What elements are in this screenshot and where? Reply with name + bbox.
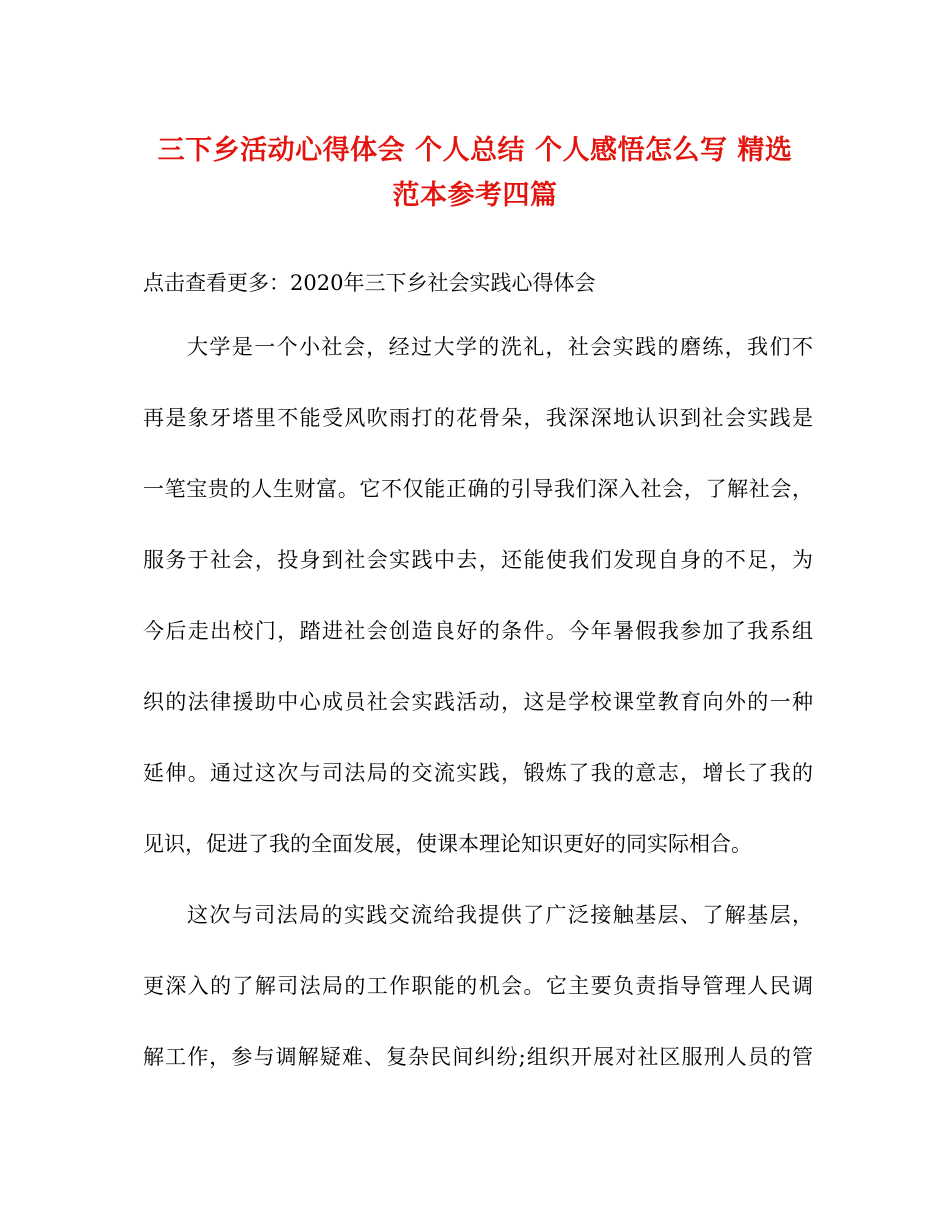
paragraph-1-line-2: 再是象牙塔里不能受风吹雨打的花骨朵，我深深地认识到社会实践是 bbox=[143, 406, 813, 430]
paragraph-2-line-3: 解工作，参与调解疑难、复杂民间纠纷;组织开展对社区服刑人员的管 bbox=[143, 1045, 813, 1069]
paragraph-1-line-7: 延伸。通过这次与司法局的交流实践，锻炼了我的意志，增长了我的 bbox=[143, 761, 813, 785]
title-line-1: 三下乡活动心得体会 个人总结 个人感悟怎么写 精选 bbox=[157, 135, 793, 166]
paragraph-2-line-2: 更深入的了解司法局的工作职能的机会。它主要负责指导管理人民调 bbox=[143, 974, 813, 998]
document-title bbox=[120, 128, 830, 218]
paragraph-1-line-4: 服务于社会，投身到社会实践中去，还能使我们发现自身的不足，为 bbox=[143, 548, 813, 572]
paragraph-1-line-8: 见识，促进了我的全面发展，使课本理论知识更好的同实际相合。 bbox=[143, 832, 752, 856]
paragraph-1-line-6: 织的法律援助中心成员社会实践活动，这是学校课堂教育向外的一种 bbox=[143, 690, 813, 714]
paragraph-1-line-5: 今后走出校门，踏进社会创造良好的条件。今年暑假我参加了我系组 bbox=[143, 619, 813, 643]
title-line-2: 范本参考四篇 bbox=[392, 180, 558, 211]
paragraph-1-line-1: 大学是一个小社会，经过大学的洗礼，社会实践的磨练，我们不 bbox=[187, 335, 813, 359]
more-link[interactable]: 点击查看更多：2020年三下乡社会实践心得体会 bbox=[143, 271, 596, 295]
paragraph-2-line-1: 这次与司法局的实践交流给我提供了广泛接触基层、了解基层， bbox=[187, 903, 813, 927]
paragraph-1-line-3: 一笔宝贵的人生财富。它不仅能正确的引导我们深入社会，了解社会， bbox=[143, 477, 813, 501]
